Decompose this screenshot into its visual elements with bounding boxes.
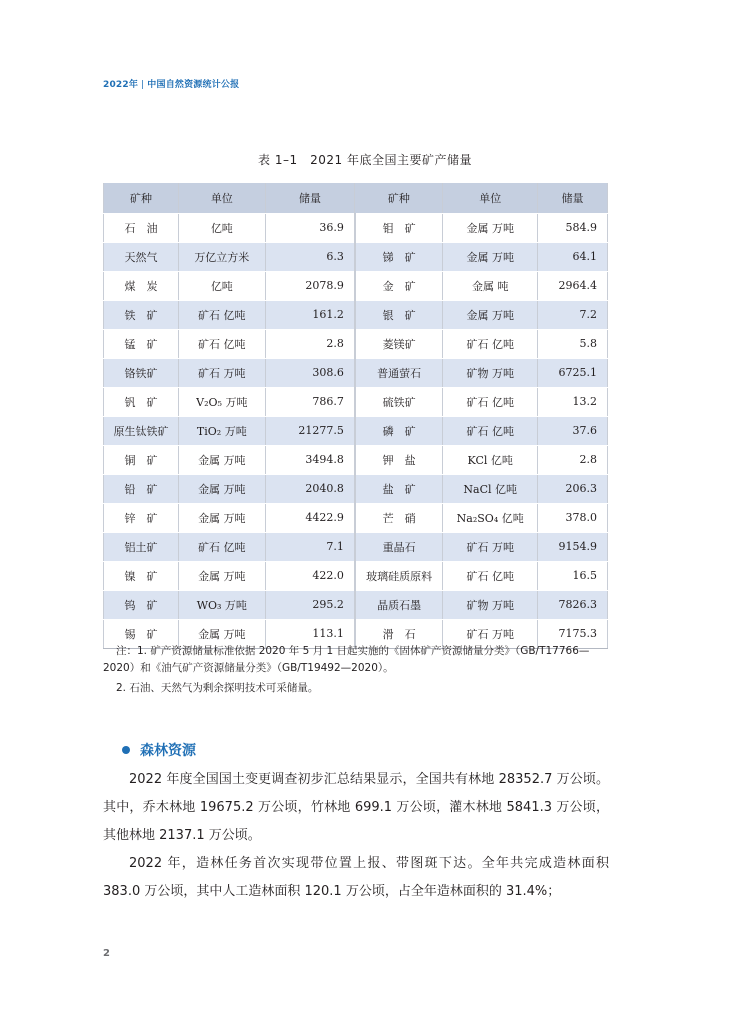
cell-reserve-right: 37.6 [538, 416, 608, 445]
table-row [104, 213, 608, 242]
cell-mineral-right: 银 矿 [355, 300, 443, 329]
cell-reserve-left: 7.1 [265, 532, 355, 561]
note-1: 注：1. 矿产资源储量标准依据 2020 年 5 月 1 日起实施的《固体矿产资源储量分类》（GB/T17766—2020）和《油气矿产资源储量分类》（GB/T19492—2020）。 [103, 645, 590, 674]
cell-mineral-right: 钾 盐 [355, 445, 443, 474]
cell-mineral-left: 铅 矿 [104, 474, 179, 503]
cell-unit-left: 矿石 亿吨 [178, 329, 265, 358]
cell-reserve-left: 161.2 [265, 300, 355, 329]
cell-mineral-left: 钒 矿 [104, 387, 179, 416]
cell-unit-right: 矿物 万吨 [443, 590, 538, 619]
cell-unit-left: 矿石 万吨 [178, 358, 265, 387]
cell-reserve-left: 6.3 [265, 242, 355, 271]
table-header-row [104, 183, 608, 213]
cell-unit-left: 金属 万吨 [178, 503, 265, 532]
cell-unit-right: 金属 万吨 [443, 300, 538, 329]
cell-unit-right: Na₂SO₄ 亿吨 [443, 503, 538, 532]
cell-reserve-right: 9154.9 [538, 532, 608, 561]
cell-reserve-left: 2.8 [265, 329, 355, 358]
cell-reserve-left: 786.7 [265, 387, 355, 416]
cell-unit-right: 矿石 亿吨 [443, 561, 538, 590]
cell-unit-right: 矿物 万吨 [443, 358, 538, 387]
cell-unit-right: 矿石 亿吨 [443, 387, 538, 416]
cell-mineral-right: 钼 矿 [355, 213, 443, 242]
paragraph-forest-land: 2022 年度全国国土变更调查初步汇总结果显示，全国共有林地 28352.7 万公顷。其中，乔木林地 19675.2 万公顷，竹林地 699.1 万公顷，灌木林地 5841.3 万公顷，其他林地 2137.1 万公顷。 [103, 772, 609, 843]
cell-mineral-left: 锌 矿 [104, 503, 179, 532]
col-header-unit-right: 单位 [443, 183, 538, 213]
cell-reserve-right: 13.2 [538, 387, 608, 416]
running-header [103, 77, 239, 90]
cell-reserve-left: 308.6 [265, 358, 355, 387]
col-header-mineral-left: 矿种 [104, 183, 179, 213]
cell-unit-left: 矿石 亿吨 [178, 532, 265, 561]
section-title: 森林资源 [140, 743, 196, 759]
table-row [104, 387, 608, 416]
cell-unit-right: KCl 亿吨 [443, 445, 538, 474]
cell-reserve-right: 7175.3 [538, 619, 608, 648]
cell-mineral-right: 芒 硝 [355, 503, 443, 532]
table-row [104, 242, 608, 271]
table-row [104, 271, 608, 300]
cell-reserve-right: 2.8 [538, 445, 608, 474]
page-number: 2 [103, 948, 110, 959]
cell-unit-left: 亿吨 [178, 271, 265, 300]
col-header-unit-left: 单位 [178, 183, 265, 213]
cell-mineral-left: 原生钛铁矿 [104, 416, 179, 445]
col-header-reserve-left: 储量 [265, 183, 355, 213]
table-row [104, 300, 608, 329]
cell-unit-right: 矿石 万吨 [443, 619, 538, 648]
cell-reserve-right: 2964.4 [538, 271, 608, 300]
cell-unit-left: 金属 万吨 [178, 561, 265, 590]
cell-reserve-left: 113.1 [265, 619, 355, 648]
header-separator: | [141, 80, 145, 90]
table-row [104, 561, 608, 590]
cell-unit-right: 矿石 万吨 [443, 532, 538, 561]
cell-unit-right: 金属 万吨 [443, 213, 538, 242]
cell-unit-left: 金属 万吨 [178, 474, 265, 503]
cell-mineral-right: 重晶石 [355, 532, 443, 561]
cell-mineral-right: 硫铁矿 [355, 387, 443, 416]
table-row [104, 503, 608, 532]
cell-mineral-left: 石 油 [104, 213, 179, 242]
table-row [104, 474, 608, 503]
table-row [104, 445, 608, 474]
cell-reserve-right: 64.1 [538, 242, 608, 271]
cell-mineral-left: 锡 矿 [104, 619, 179, 648]
cell-unit-left: 亿吨 [178, 213, 265, 242]
paragraph-afforestation: 2022 年，造林任务首次实现带位置上报、带图斑下达。全年共完成造林面积 383.0 万公顷，其中人工造林面积 120.1 万公顷，占全年造林面积的 31.4%； [103, 856, 609, 899]
cell-mineral-left: 铁 矿 [104, 300, 179, 329]
section-heading [122, 740, 196, 760]
cell-reserve-right: 584.9 [538, 213, 608, 242]
cell-reserve-left: 4422.9 [265, 503, 355, 532]
cell-mineral-left: 天然气 [104, 242, 179, 271]
cell-mineral-right: 锑 矿 [355, 242, 443, 271]
cell-reserve-right: 16.5 [538, 561, 608, 590]
note-2: 2. 石油、天然气为剩余探明技术可采储量。 [116, 682, 319, 694]
table-body [104, 213, 608, 648]
table-row [104, 532, 608, 561]
cell-reserve-right: 6725.1 [538, 358, 608, 387]
cell-mineral-left: 铝土矿 [104, 532, 179, 561]
cell-unit-left: 金属 万吨 [178, 445, 265, 474]
cell-unit-right: 金属 吨 [443, 271, 538, 300]
cell-mineral-left: 镍 矿 [104, 561, 179, 590]
col-header-reserve-right: 储量 [538, 183, 608, 213]
cell-mineral-right: 滑 石 [355, 619, 443, 648]
cell-unit-left: TiO₂ 万吨 [178, 416, 265, 445]
cell-reserve-left: 36.9 [265, 213, 355, 242]
cell-mineral-left: 煤 炭 [104, 271, 179, 300]
cell-mineral-right: 磷 矿 [355, 416, 443, 445]
cell-mineral-right: 晶质石墨 [355, 590, 443, 619]
cell-reserve-right: 7.2 [538, 300, 608, 329]
bullet-dot-icon [122, 746, 130, 754]
cell-reserve-right: 378.0 [538, 503, 608, 532]
cell-unit-left: WO₃ 万吨 [178, 590, 265, 619]
table-row [104, 590, 608, 619]
cell-mineral-right: 盐 矿 [355, 474, 443, 503]
cell-reserve-right: 7826.3 [538, 590, 608, 619]
cell-mineral-right: 普通萤石 [355, 358, 443, 387]
cell-reserve-left: 2078.9 [265, 271, 355, 300]
cell-mineral-right: 玻璃硅质原料 [355, 561, 443, 590]
table-row [104, 358, 608, 387]
cell-reserve-left: 422.0 [265, 561, 355, 590]
cell-unit-left: V₂O₅ 万吨 [178, 387, 265, 416]
cell-mineral-left: 铜 矿 [104, 445, 179, 474]
table-row [104, 416, 608, 445]
header-title: 中国自然资源统计公报 [147, 80, 240, 90]
cell-unit-left: 矿石 亿吨 [178, 300, 265, 329]
cell-mineral-left: 钨 矿 [104, 590, 179, 619]
cell-unit-right: 矿石 亿吨 [443, 329, 538, 358]
cell-unit-right: 金属 万吨 [443, 242, 538, 271]
col-header-mineral-right: 矿种 [355, 183, 443, 213]
mineral-reserves-table [103, 183, 608, 649]
cell-unit-left: 万亿立方米 [178, 242, 265, 271]
cell-reserve-right: 5.8 [538, 329, 608, 358]
table-notes [103, 643, 609, 697]
cell-reserve-left: 3494.8 [265, 445, 355, 474]
cell-reserve-right: 206.3 [538, 474, 608, 503]
cell-unit-left: 金属 万吨 [178, 619, 265, 648]
cell-mineral-left: 铬铁矿 [104, 358, 179, 387]
cell-mineral-left: 锰 矿 [104, 329, 179, 358]
cell-unit-right: 矿石 亿吨 [443, 416, 538, 445]
cell-reserve-left: 21277.5 [265, 416, 355, 445]
cell-mineral-right: 菱镁矿 [355, 329, 443, 358]
cell-reserve-left: 2040.8 [265, 474, 355, 503]
table-row [104, 329, 608, 358]
cell-unit-right: NaCl 亿吨 [443, 474, 538, 503]
cell-reserve-left: 295.2 [265, 590, 355, 619]
header-year: 2022年 [103, 80, 139, 90]
table-caption: 表 1–1 2021 年底全国主要矿产储量 [258, 153, 472, 167]
cell-mineral-right: 金 矿 [355, 271, 443, 300]
